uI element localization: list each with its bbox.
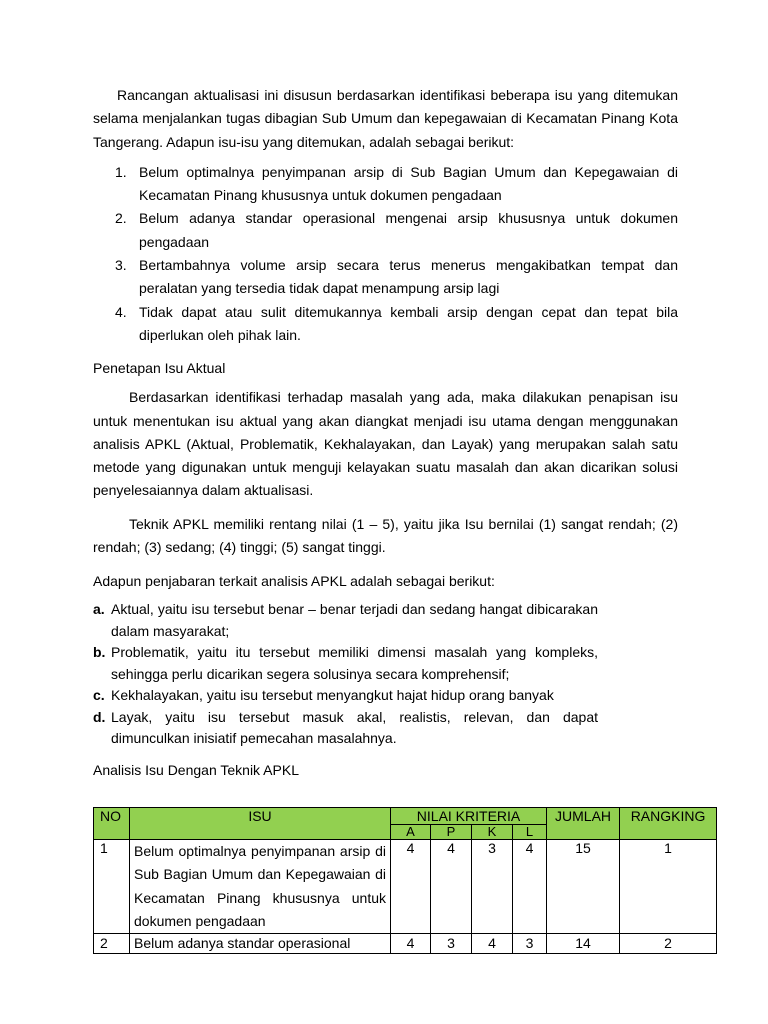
cell-l: 3 <box>513 934 547 954</box>
intro-paragraph: Rancangan aktualisasi ini disusun berdasarkan identifikasi beberapa isu yang ditemukan selama menjalankan tugas dibagian Sub Umum dan kepegawaian di Kecamatan Pinang Kota Tangerang. Adapun isu-isu yang ditemukan, adalah sebagai berikut: <box>93 87 678 150</box>
cell-rangking: 1 <box>620 840 717 934</box>
list-item: 2. Belum adanya standar operasional mengenai arsip khususnya untuk dokumen pengadaan <box>115 210 678 250</box>
list-item: b. Problematik, yaitu itu tersebut memiliki dimensi masalah yang kompleks, sehingga perlu dicarikan segera solusinya secara komprehensif; <box>93 644 598 682</box>
table-title: Analisis Isu Dengan Teknik APKL <box>93 761 299 778</box>
list-item: 3. Bertambahnya volume arsip secara terus menerus mengakibatkan tempat dan peralatan yang tersedia tidak dapat menampung arsip lagi <box>115 257 678 297</box>
cell-jumlah: 15 <box>547 840 620 934</box>
criteria-list <box>93 599 598 750</box>
subheader-a: A <box>391 825 431 840</box>
list-item: a. Aktual, yaitu isu tersebut benar – benar terjadi dan sedang hangat dibicarakan dalam masyarakat; <box>93 601 598 639</box>
cell-k: 4 <box>472 934 513 954</box>
list-item: c. Kekhalayakan, yaitu isu tersebut menyangkut hajat hidup orang banyak <box>93 687 554 704</box>
cell-rangking: 2 <box>620 934 717 954</box>
cell-jumlah: 14 <box>547 934 620 954</box>
cell-k: 3 <box>472 840 513 934</box>
cell-isu: Belum adanya standar operasional <box>130 934 391 954</box>
header-jumlah: JUMLAH <box>547 808 620 840</box>
paragraph-apkl-details: Adapun penjabaran terkait analisis APKL adalah sebagai berikut: <box>93 573 495 590</box>
cell-a: 4 <box>391 840 431 934</box>
subheader-p: P <box>431 825 472 840</box>
apkl-table <box>93 807 717 954</box>
paragraph-apkl-range: Teknik APKL memiliki rentang nilai (1 – 5), yaitu jika Isu bernilai (1) sangat rendah; (2) rendah; (3) sedang; (4) tinggi; (5) sangat tinggi. <box>93 515 678 556</box>
issue-list <box>93 161 678 347</box>
list-item: d. Layak, yaitu isu tersebut masuk akal, realistis, relevan, dan dapat dimunculkan inisiatif pemecahan masalahnya. <box>93 708 598 747</box>
list-item: 1. Belum optimalnya penyimpanan arsip di Sub Bagian Umum dan Kepegawaian di Kecamatan Pinang khususnya untuk dokumen pengadaan <box>115 163 678 204</box>
header-no: NO <box>94 808 130 840</box>
document-body <box>93 84 678 782</box>
header-rangking: RANGKING <box>620 808 717 840</box>
section-title: Penetapan Isu Aktual <box>93 360 226 377</box>
cell-isu: Belum optimalnya penyimpanan arsip di Sub Bagian Umum dan Kepegawaian di Kecamatan Pinang khususnya untuk dokumen pengadaan <box>130 840 391 934</box>
cell-no: 1 <box>94 840 130 934</box>
cell-a: 4 <box>391 934 431 954</box>
list-item: 4. Tidak dapat atau sulit ditemukannya kembali arsip dengan cepat dan tepat bila diperlukan oleh pihak lain. <box>115 303 678 343</box>
paragraph-apkl-intro: Berdasarkan identifikasi terhadap masalah yang ada, maka dilakukan penapisan isu untuk menentukan isu aktual yang akan diangkat menjadi isu utama dengan menggunakan analisis APKL (Aktual, Problematik, Kekhalayakan, dan Layak) yang merupakan salah satu metode yang digunakan untuk menguji kelayakan suatu masalah dan akan dicarikan solusi penyelesaiannya dalam aktualisasi. <box>93 389 678 499</box>
subheader-l: L <box>513 825 547 840</box>
cell-p: 3 <box>431 934 472 954</box>
cell-l: 4 <box>513 840 547 934</box>
cell-no: 2 <box>94 934 130 954</box>
subheader-k: K <box>472 825 513 840</box>
header-nilai-kriteria: NILAI KRITERIA <box>391 808 547 825</box>
table-row <box>94 934 717 954</box>
table-row <box>94 840 717 934</box>
cell-p: 4 <box>431 840 472 934</box>
table-header-row <box>94 808 717 825</box>
header-isu: ISU <box>130 808 391 840</box>
